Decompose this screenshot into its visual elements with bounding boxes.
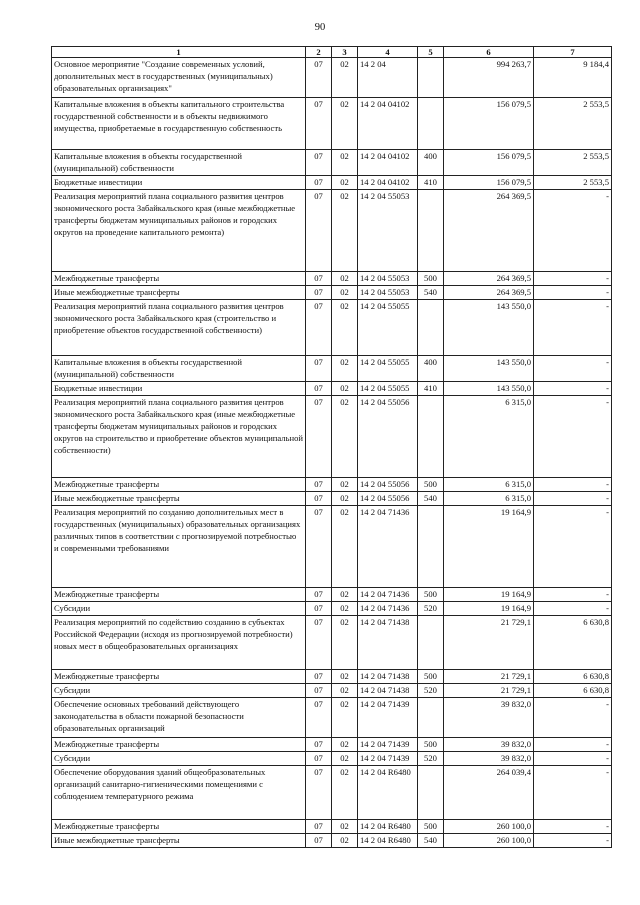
table-row [52,602,612,616]
table-row [52,670,612,684]
row-section: 07 [306,190,332,272]
row-section: 07 [306,616,332,670]
page-number: 90 [314,22,326,33]
table-row [52,834,612,848]
row-amount: 6 315,0 [444,478,534,492]
row-section: 07 [306,820,332,834]
row-description: Субсидии [52,602,306,616]
row-section: 07 [306,752,332,766]
row-description: Межбюджетные трансферты [52,588,306,602]
row-subsection: 02 [332,752,358,766]
table-row [52,738,612,752]
row-section: 07 [306,300,332,356]
row-subsection: 02 [332,190,358,272]
row-expense-type: 500 [418,272,444,286]
row-subsection: 02 [332,698,358,738]
row-expense-type [418,58,444,98]
table-row [52,616,612,670]
column-header: 6 [444,47,534,58]
row-expense-type: 540 [418,286,444,300]
row-amount-federal: - [534,588,612,602]
row-amount-federal: - [534,820,612,834]
row-amount: 260 100,0 [444,834,534,848]
row-subsection: 02 [332,98,358,150]
row-target-article: 14 2 04 55056 [358,492,418,506]
row-subsection: 02 [332,396,358,478]
row-subsection: 02 [332,300,358,356]
row-description: Межбюджетные трансферты [52,820,306,834]
row-amount-federal: - [534,506,612,588]
row-description: Субсидии [52,752,306,766]
row-target-article: 14 2 04 R6480 [358,834,418,848]
row-subsection: 02 [332,834,358,848]
row-amount: 19 164,9 [444,588,534,602]
row-amount-federal: 9 184,4 [534,58,612,98]
row-amount-federal: - [534,766,612,820]
row-amount-federal: - [534,272,612,286]
row-description: Реализация мероприятий по созданию дополнительных мест в государственных (муниципальных) образовательных организациях различных типов в соответствии с прогнозируемой потребностью и современными требованиями [52,506,306,588]
row-description: Межбюджетные трансферты [52,272,306,286]
row-target-article: 14 2 04 71436 [358,506,418,588]
row-subsection: 02 [332,286,358,300]
row-description: Иные межбюджетные трансферты [52,834,306,848]
table-row [52,820,612,834]
row-amount-federal: - [534,602,612,616]
row-amount-federal: 2 553,5 [534,150,612,176]
row-subsection: 02 [332,684,358,698]
row-subsection: 02 [332,602,358,616]
row-section: 07 [306,98,332,150]
row-amount: 19 164,9 [444,506,534,588]
row-target-article: 14 2 04 04102 [358,150,418,176]
row-target-article: 14 2 04 55055 [358,300,418,356]
row-expense-type: 520 [418,684,444,698]
row-subsection: 02 [332,766,358,820]
row-section: 07 [306,492,332,506]
row-subsection: 02 [332,58,358,98]
row-section: 07 [306,506,332,588]
row-amount: 156 079,5 [444,176,534,190]
row-amount-federal: - [534,478,612,492]
row-section: 07 [306,286,332,300]
row-amount-federal: 6 630,8 [534,670,612,684]
row-amount: 143 550,0 [444,356,534,382]
table-row [52,150,612,176]
table-row [52,506,612,588]
row-subsection: 02 [332,588,358,602]
row-amount-federal: - [534,382,612,396]
row-target-article: 14 2 04 04102 [358,176,418,190]
row-target-article: 14 2 04 R6480 [358,766,418,820]
budget-table [51,46,612,848]
table-row [52,766,612,820]
row-amount: 21 729,1 [444,670,534,684]
row-amount-federal: 2 553,5 [534,98,612,150]
row-amount-federal: - [534,300,612,356]
row-subsection: 02 [332,670,358,684]
row-target-article: 14 2 04 R6480 [358,820,418,834]
table-row [52,300,612,356]
row-amount: 264 369,5 [444,272,534,286]
row-target-article: 14 2 04 55055 [358,382,418,396]
row-section: 07 [306,698,332,738]
row-amount-federal: - [534,190,612,272]
row-subsection: 02 [332,272,358,286]
row-amount: 264 369,5 [444,190,534,272]
row-amount-federal: - [534,752,612,766]
row-description: Межбюджетные трансферты [52,478,306,492]
row-target-article: 14 2 04 71439 [358,698,418,738]
row-description: Межбюджетные трансферты [52,738,306,752]
row-amount: 6 315,0 [444,492,534,506]
row-expense-type: 410 [418,176,444,190]
table-row [52,58,612,98]
row-expense-type: 540 [418,492,444,506]
row-subsection: 02 [332,506,358,588]
table-body [52,58,612,848]
row-expense-type [418,506,444,588]
row-subsection: 02 [332,738,358,752]
row-amount: 260 100,0 [444,820,534,834]
row-target-article: 14 2 04 71438 [358,670,418,684]
column-header: 5 [418,47,444,58]
row-target-article: 14 2 04 55053 [358,272,418,286]
row-target-article: 14 2 04 71438 [358,684,418,698]
row-section: 07 [306,834,332,848]
row-target-article: 14 2 04 71439 [358,738,418,752]
column-header: 1 [52,47,306,58]
column-header: 4 [358,47,418,58]
row-amount-federal: - [534,698,612,738]
row-target-article: 14 2 04 71438 [358,616,418,670]
row-expense-type [418,98,444,150]
table-row [52,492,612,506]
row-section: 07 [306,382,332,396]
row-subsection: 02 [332,356,358,382]
row-expense-type: 520 [418,752,444,766]
table-row [52,176,612,190]
row-description: Обеспечение оборудования зданий общеобразовательных организаций санитарно-гигиеническими помещениями с соблюдением температурного режима [52,766,306,820]
row-amount: 994 263,7 [444,58,534,98]
row-subsection: 02 [332,478,358,492]
row-expense-type [418,190,444,272]
table-row [52,98,612,150]
row-target-article: 14 2 04 04102 [358,98,418,150]
row-amount-federal: - [534,356,612,382]
row-expense-type: 400 [418,150,444,176]
row-target-article: 14 2 04 55056 [358,478,418,492]
table-row [52,286,612,300]
row-subsection: 02 [332,382,358,396]
row-target-article: 14 2 04 71436 [358,588,418,602]
row-amount: 39 832,0 [444,738,534,752]
table-row [52,382,612,396]
row-section: 07 [306,602,332,616]
row-section: 07 [306,272,332,286]
row-amount: 39 832,0 [444,752,534,766]
row-subsection: 02 [332,492,358,506]
row-expense-type [418,396,444,478]
row-description: Субсидии [52,684,306,698]
row-section: 07 [306,58,332,98]
row-section: 07 [306,478,332,492]
row-expense-type: 500 [418,738,444,752]
row-amount: 156 079,5 [444,98,534,150]
row-description: Реализация мероприятий плана социального развития центров экономического роста Забайкальского края (строительство и приобретение объектов государственной собственности) [52,300,306,356]
row-amount-federal: - [534,286,612,300]
row-target-article: 14 2 04 71439 [358,752,418,766]
table-row [52,478,612,492]
row-expense-type [418,698,444,738]
row-description: Иные межбюджетные трансферты [52,492,306,506]
row-expense-type: 520 [418,602,444,616]
row-amount-federal: - [534,738,612,752]
row-expense-type [418,300,444,356]
column-header: 7 [534,47,612,58]
row-description: Бюджетные инвестиции [52,382,306,396]
row-description: Капитальные вложения в объекты капитального строительства государственной собственности и в объекты недвижимого имущества, приобретаемые в государственную собственность [52,98,306,150]
row-section: 07 [306,670,332,684]
row-section: 07 [306,176,332,190]
row-section: 07 [306,766,332,820]
row-subsection: 02 [332,176,358,190]
row-target-article: 14 2 04 [358,58,418,98]
row-subsection: 02 [332,150,358,176]
row-description: Бюджетные инвестиции [52,176,306,190]
row-target-article: 14 2 04 55053 [358,190,418,272]
row-amount-federal: - [534,834,612,848]
row-section: 07 [306,356,332,382]
row-description: Капитальные вложения в объекты государственной (муниципальной) собственности [52,356,306,382]
row-subsection: 02 [332,820,358,834]
row-target-article: 14 2 04 55055 [358,356,418,382]
row-target-article: 14 2 04 55056 [358,396,418,478]
row-description: Капитальные вложения в объекты государственной (муниципальной) собственности [52,150,306,176]
column-header: 3 [332,47,358,58]
row-expense-type [418,616,444,670]
row-expense-type: 500 [418,588,444,602]
row-amount: 264 039,4 [444,766,534,820]
row-expense-type: 540 [418,834,444,848]
table-row [52,190,612,272]
table-row [52,684,612,698]
row-subsection: 02 [332,616,358,670]
table-row [52,396,612,478]
row-target-article: 14 2 04 71436 [358,602,418,616]
row-expense-type: 410 [418,382,444,396]
row-expense-type: 500 [418,670,444,684]
row-amount-federal: - [534,492,612,506]
row-description: Реализация мероприятий по содействию созданию в субъектах Российской Федерации (исходя из прогнозируемой потребности) новых мест в общеобразовательных организациях [52,616,306,670]
row-description: Иные межбюджетные трансферты [52,286,306,300]
row-section: 07 [306,588,332,602]
table-row [52,356,612,382]
row-target-article: 14 2 04 55053 [358,286,418,300]
row-amount: 39 832,0 [444,698,534,738]
table-row [52,698,612,738]
row-description: Реализация мероприятий плана социального развития центров экономического роста Забайкальского края (иные межбюджетные трансферты бюджетам муниципальных районов и городских округов на строительство и приобретение объектов муниципальной собственности) [52,396,306,478]
row-expense-type: 500 [418,478,444,492]
row-expense-type [418,766,444,820]
row-description: Реализация мероприятий плана социального развития центров экономического роста Забайкальского края (иные межбюджетные трансферты бюджетам муниципальных районов и городских округов на проведение капитального ремонта) [52,190,306,272]
row-amount-federal: 6 630,8 [534,684,612,698]
row-amount: 21 729,1 [444,616,534,670]
row-section: 07 [306,684,332,698]
row-description: Основное мероприятие "Создание современных условий, дополнительных мест в государственных (муниципальных) образовательных организациях" [52,58,306,98]
row-description: Межбюджетные трансферты [52,670,306,684]
row-amount: 143 550,0 [444,382,534,396]
table-row [52,752,612,766]
row-description: Обеспечение основных требований действующего законодательства в области пожарной безопасности образовательных организаций [52,698,306,738]
row-amount: 19 164,9 [444,602,534,616]
row-amount: 143 550,0 [444,300,534,356]
row-amount: 21 729,1 [444,684,534,698]
row-expense-type: 400 [418,356,444,382]
row-amount-federal: 6 630,8 [534,616,612,670]
header-row [52,47,612,58]
row-amount: 6 315,0 [444,396,534,478]
row-amount: 156 079,5 [444,150,534,176]
row-amount-federal: - [534,396,612,478]
column-header: 2 [306,47,332,58]
row-expense-type: 500 [418,820,444,834]
row-section: 07 [306,738,332,752]
table-row [52,272,612,286]
row-section: 07 [306,150,332,176]
table-row [52,588,612,602]
row-section: 07 [306,396,332,478]
row-amount-federal: 2 553,5 [534,176,612,190]
row-amount: 264 369,5 [444,286,534,300]
